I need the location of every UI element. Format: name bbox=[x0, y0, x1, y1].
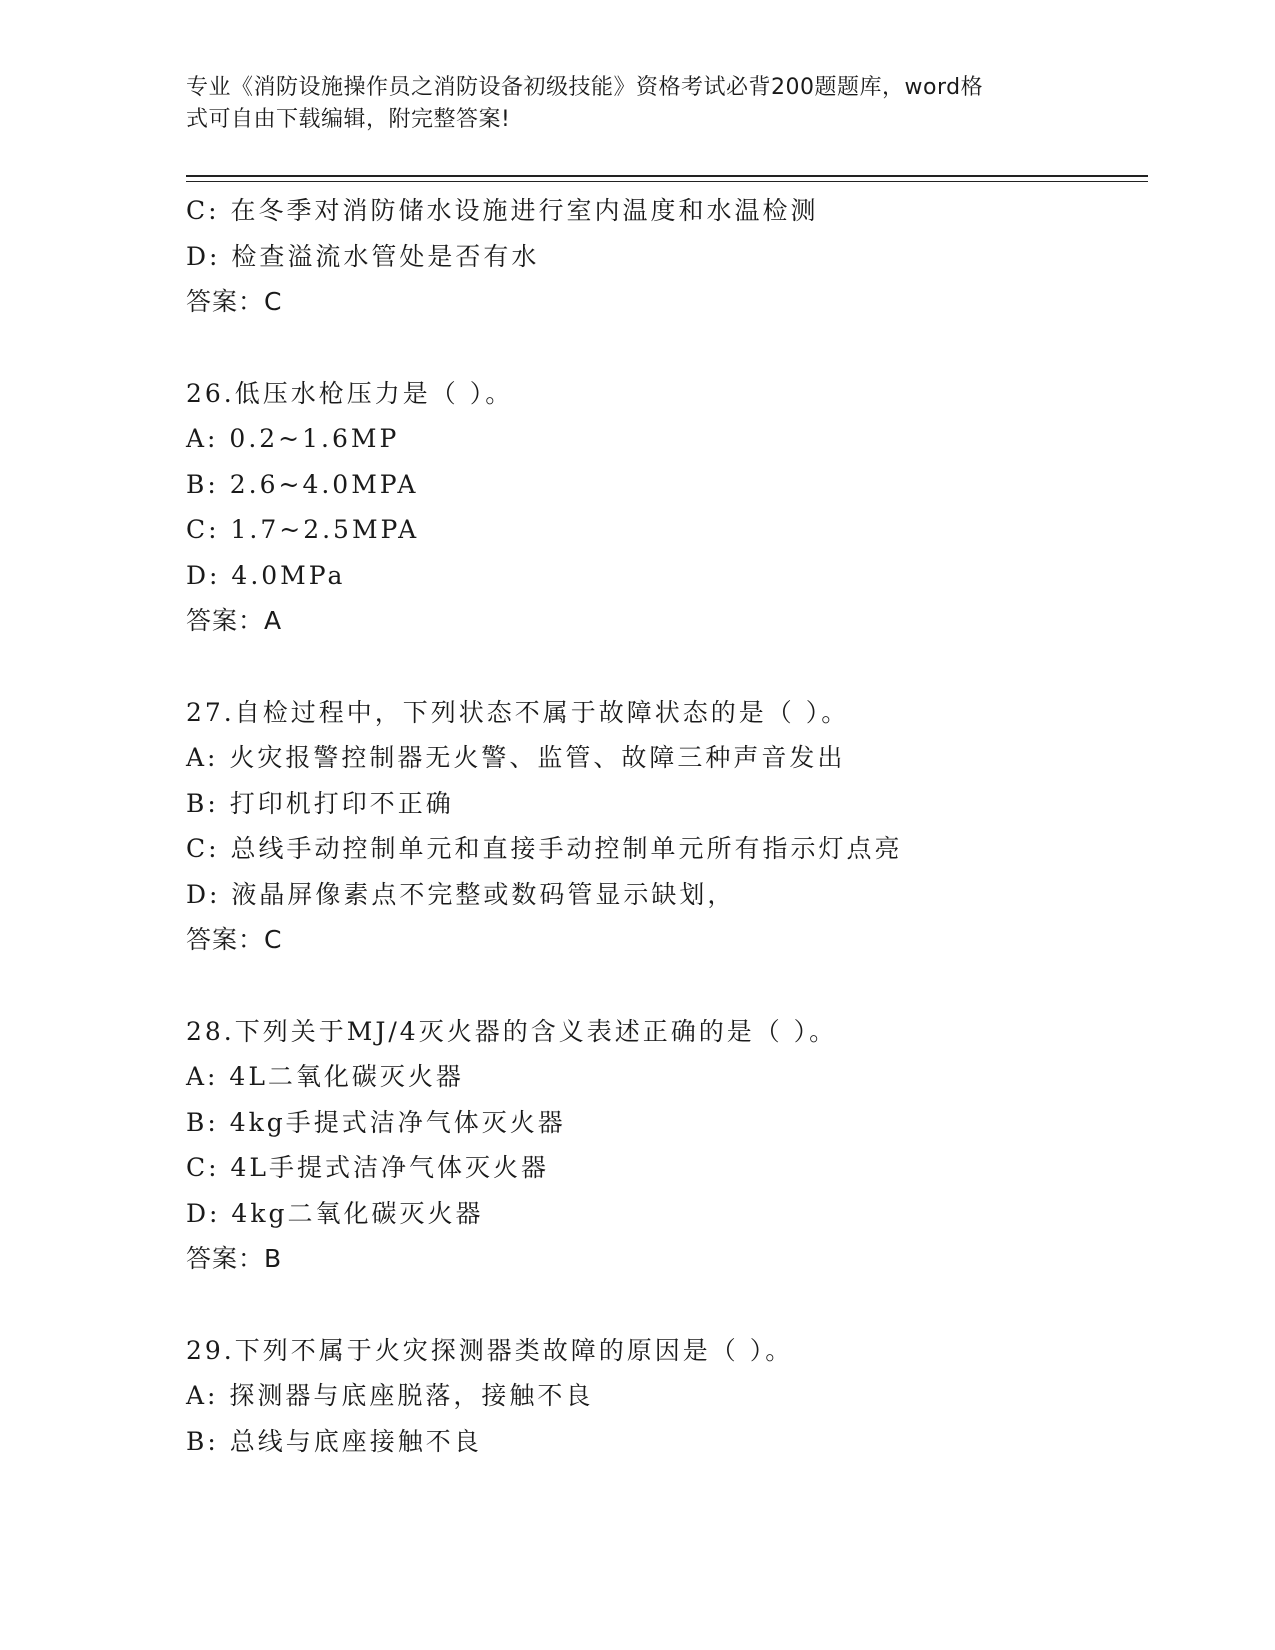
header-divider-thin bbox=[186, 181, 1148, 182]
option-d: D: 检查溢流水管处是否有水 bbox=[186, 241, 540, 271]
question-text: 27.自检过程中，下列状态不属于故障状态的是（ ）。 bbox=[186, 697, 850, 727]
question-27 bbox=[186, 690, 1146, 963]
header-divider-thick bbox=[186, 175, 1148, 177]
question-26 bbox=[186, 371, 1146, 644]
option-b: B: 2.6~4.0MPA bbox=[186, 469, 419, 499]
option-d: D: 4.0MPa bbox=[186, 560, 346, 590]
option-d: D: 液晶屏像素点不完整或数码管显示缺划， bbox=[186, 879, 736, 909]
answer: 答案：C bbox=[186, 925, 283, 954]
question-list bbox=[186, 188, 1146, 1464]
answer: 答案：C bbox=[186, 287, 283, 316]
option-a: A: 4L二氧化碳灭火器 bbox=[186, 1062, 464, 1091]
option-a: A: 火灾报警控制器无火警、监管、故障三种声音发出 bbox=[186, 743, 846, 772]
answer: 答案：B bbox=[186, 1244, 283, 1273]
option-c: C: 总线手动控制单元和直接手动控制单元所有指示灯点亮 bbox=[186, 834, 903, 863]
question-text: 26.低压水枪压力是（ ）。 bbox=[186, 378, 514, 408]
question-29 bbox=[186, 1328, 1146, 1465]
option-c: C: 1.7~2.5MPA bbox=[186, 515, 420, 544]
option-b: B: 打印机打印不正确 bbox=[186, 788, 454, 818]
page-header bbox=[186, 72, 1086, 136]
answer: 答案：A bbox=[186, 606, 283, 635]
header-line-1: 专业《消防设施操作员之消防设备初级技能》资格考试必背200题题库，word格 bbox=[186, 75, 984, 100]
question-28 bbox=[186, 1009, 1146, 1282]
question-25-continued bbox=[186, 188, 1146, 325]
option-b: B: 总线与底座接触不良 bbox=[186, 1426, 482, 1456]
option-c: C: 4L手提式洁净气体灭火器 bbox=[186, 1153, 550, 1182]
option-b: B: 4kg手提式洁净气体灭火器 bbox=[186, 1107, 566, 1137]
option-a: A: 0.2~1.6MP bbox=[186, 424, 400, 453]
option-c: C: 在冬季对消防储水设施进行室内温度和水温检测 bbox=[186, 196, 819, 225]
option-d: D: 4kg二氧化碳灭火器 bbox=[186, 1198, 484, 1228]
header-line-2: 式可自由下载编辑，附完整答案! bbox=[186, 107, 511, 132]
option-a: A: 探测器与底座脱落，接触不良 bbox=[186, 1381, 594, 1410]
question-text: 29.下列不属于火灾探测器类故障的原因是（ ）。 bbox=[186, 1335, 794, 1365]
question-text: 28.下列关于MJ/4灭火器的含义表述正确的是（ ）。 bbox=[186, 1016, 838, 1046]
